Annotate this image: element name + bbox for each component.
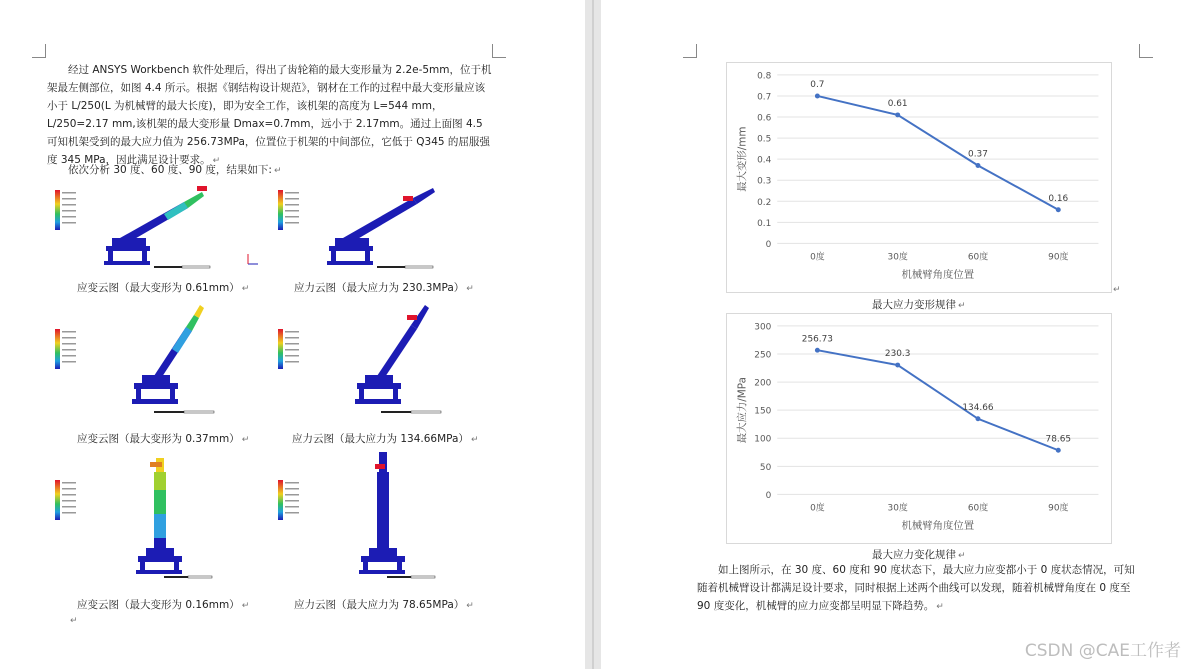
y-tick-label: 0.7 (757, 92, 772, 103)
y-tick-label: 50 (759, 462, 772, 473)
data-point[interactable] (976, 416, 981, 421)
deformation-line-chart[interactable] (726, 62, 1112, 293)
data-point[interactable] (976, 163, 981, 168)
y-tick-label: 200 (754, 378, 772, 389)
data-point[interactable] (1056, 448, 1061, 453)
series-line (817, 96, 1058, 210)
data-point[interactable] (895, 363, 900, 368)
x-tick-label: 0度 (810, 503, 825, 514)
document-page-left (0, 0, 585, 669)
data-label: 78.65 (1045, 434, 1072, 445)
figure-caption: 应力云图（最大应力为 230.3MPa） ↵ (294, 282, 474, 294)
margin-corner-mark (683, 44, 697, 58)
stress-line-chart[interactable] (726, 313, 1112, 544)
paragraph-mark: ↵ (70, 616, 78, 626)
data-label: 134.66 (962, 402, 994, 413)
x-tick-label: 60度 (967, 503, 989, 514)
body-paragraph[interactable]: 经过 ANSYS Workbench 软件处理后，得出了齿轮箱的最大变形量为 2.2e-5mm，位于机架最左侧部位，如图 4.4 所示。根据《钢结构设计规范》，钢材在工作的过程中最大变形量应该小于 L/250(L 为机械臂的最大长度)，即为安全工作，该机架的高度为 L=544 mm，L/250=2.17 mm,该机架的最大变形量 Dmax=0.7mm，远小于 2.17mm。通过上面图 4.5 可知机架受到的最大应力值为 256.73MPa，位置位于机架的中间部位，它低于 Q345 的屈服强度 345 MPa，因此满足设计要求。 ↵ (47, 64, 492, 166)
body-paragraph[interactable]: 如上图所示，在 30 度、60 度和 90 度状态下，最大应力应变都小于 0 度状态情况，可知随着机械臂设计都满足设计要求，同时根据上述两个曲线可以发现，随着机械臂角度在 0 度至 90 度变化，机械臂的应力应变都呈明显下降趋势。 ↵ (697, 564, 1135, 612)
fea-strain-plot-30deg[interactable] (54, 180, 264, 274)
margin-corner-mark (1139, 44, 1153, 58)
y-tick-label: 0.4 (757, 155, 772, 166)
fea-strain-plot-90deg[interactable] (54, 450, 264, 585)
fea-stress-plot-90deg[interactable] (277, 450, 487, 585)
x-tick-label: 60度 (967, 252, 989, 263)
x-tick-label: 30度 (887, 503, 908, 514)
y-tick-label: 300 (754, 322, 772, 333)
chart-caption: 最大应力变化规律 ↵ (872, 549, 966, 561)
y-tick-label: 0.5 (757, 134, 772, 145)
x-tick-label: 0度 (810, 252, 825, 263)
y-tick-label: 250 (754, 350, 772, 361)
data-label: 0.16 (1048, 193, 1069, 204)
chart-caption: 最大应力变形规律 ↵ (872, 299, 966, 311)
figure-caption: 应变云图（最大变形为 0.61mm） ↵ (77, 282, 250, 294)
page-divider (592, 0, 594, 669)
figure-caption: 应力云图（最大应力为 134.66MPa） ↵ (292, 433, 479, 445)
data-point[interactable] (1056, 207, 1061, 212)
csdn-watermark: CSDN @CAE工作者 (1024, 641, 1181, 661)
y-tick-label: 0.3 (757, 176, 772, 187)
document-page-right (601, 0, 1195, 669)
fea-stress-plot-30deg[interactable] (277, 180, 487, 274)
figure-caption: 应变云图（最大变形为 0.16mm） ↵ (77, 599, 250, 611)
y-tick-label: 0 (765, 239, 772, 250)
fea-strain-plot-60deg[interactable] (54, 299, 264, 421)
y-tick-label: 0.1 (757, 218, 772, 229)
y-tick-label: 0 (765, 490, 772, 501)
y-axis-label: 最大变形/mm (736, 126, 749, 192)
stress-chart-svg (727, 314, 1111, 543)
x-tick-label: 90度 (1048, 252, 1069, 263)
y-tick-label: 0.8 (757, 71, 772, 82)
figure-caption: 应变云图（最大变形为 0.37mm） ↵ (77, 433, 250, 445)
margin-corner-mark (32, 44, 46, 58)
x-tick-label: 30度 (887, 252, 908, 263)
fea-stress-plot-60deg[interactable] (277, 299, 487, 421)
x-axis-label: 机械臂角度位置 (901, 269, 975, 282)
data-label: 256.73 (801, 334, 833, 345)
data-point[interactable] (815, 348, 820, 353)
y-axis-label: 最大应力/MPa (736, 377, 749, 444)
y-tick-label: 0.6 (757, 113, 772, 124)
data-point[interactable] (895, 112, 900, 117)
x-tick-label: 90度 (1048, 503, 1069, 514)
data-label: 0.37 (968, 149, 988, 160)
data-label: 0.7 (810, 80, 825, 91)
y-tick-label: 100 (754, 434, 772, 445)
margin-corner-mark (492, 44, 506, 58)
series-line (817, 350, 1058, 450)
deformation-chart-svg (727, 63, 1111, 292)
data-label: 230.3 (884, 349, 911, 360)
y-tick-label: 0.2 (757, 197, 772, 208)
paragraph-mark: ↵ (1113, 285, 1121, 295)
data-point[interactable] (815, 93, 820, 98)
x-axis-label: 机械臂角度位置 (901, 520, 975, 533)
y-tick-label: 150 (754, 406, 772, 417)
figure-caption: 应力云图（最大应力为 78.65MPa） ↵ (294, 599, 474, 611)
body-paragraph[interactable]: 依次分析 30 度、60 度、90 度，结果如下: ↵ (68, 164, 282, 176)
data-label: 0.61 (887, 98, 908, 109)
